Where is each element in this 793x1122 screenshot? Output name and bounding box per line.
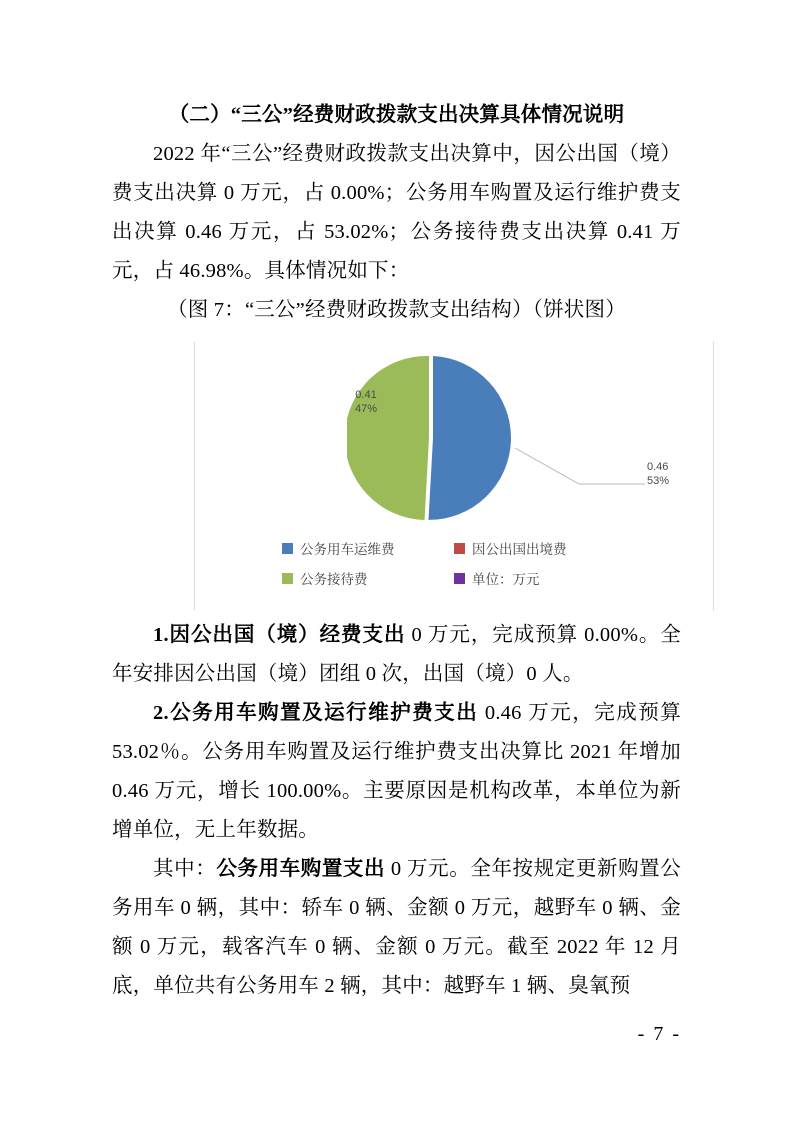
- legend-swatch-icon: [282, 543, 293, 554]
- pie-chart-svg: [347, 354, 515, 522]
- pie-label-inside-value: 0.41: [355, 389, 377, 401]
- pie-label-outside-value: 0.46: [647, 461, 669, 473]
- pie-label-outside-percent: 53%: [647, 475, 670, 487]
- pie-label-outside: [647, 460, 669, 488]
- legend-label: 单位：万元: [472, 572, 540, 587]
- legend-label: 因公出国出境费: [472, 542, 567, 557]
- paragraph-item-3: [112, 850, 681, 1006]
- legend-swatch-icon: [454, 543, 465, 554]
- item-1-body: 0 万元，完成预算 0.00%。全年安排因公出国（境）团组 0 次，出国（境）0 人。: [112, 624, 681, 685]
- item-3-prefix: 其中：: [153, 858, 217, 880]
- pie-label-inside: [355, 388, 377, 416]
- pie-chart-plot-area: [195, 342, 713, 532]
- paragraph-item-2: [112, 694, 681, 850]
- chart-legend: [195, 538, 713, 588]
- legend-label: 公务接待费: [300, 572, 368, 587]
- section-heading: （二）“三公”经费财政拨款支出决算具体情况说明: [168, 104, 625, 126]
- item-3-body: 0 万元。全年按规定更新购置公务用车 0 辆，其中：轿车 0 辆、金额 0 万元，越野车 0 辆、金额 0 万元，载客汽车 0 辆、金额 0 万元。截至 2022 年 12 月底，单位共有公务用车 2 辆，其中：越野车 1 辆、臭氧预: [112, 858, 681, 997]
- legend-item-abroad: [454, 538, 626, 558]
- pie-slice-hospitality: [347, 356, 429, 520]
- item-2-title: 2.公务用车购置及运行维护费支出: [153, 702, 479, 724]
- pie-slice-vehicle: [429, 356, 511, 520]
- legend-swatch-icon: [454, 573, 465, 584]
- item-3-title: 公务用车购置支出: [216, 858, 386, 880]
- legend-item-vehicle: [282, 538, 454, 558]
- legend-column-left: [282, 538, 454, 588]
- item-1-title: 1.因公出国（境）经费支出: [153, 624, 406, 646]
- pie-chart: [194, 342, 714, 610]
- legend-swatch-icon: [282, 573, 293, 584]
- item-2-body: 0.46 万元，完成预算 53.02％。公务用车购置及运行维护费支出决算比 2021 年增加 0.46 万元，增长 100.00%。主要原因是机构改革，本单位为新增单位，无上年数据。: [112, 702, 681, 841]
- legend-column-right: [454, 538, 626, 588]
- figure-caption: （图 7：“三公”经费财政拨款支出结构）（饼状图）: [167, 299, 626, 321]
- paragraph-item-1: [112, 616, 681, 694]
- leader-line: [513, 446, 647, 490]
- pie-label-inside-percent: 47%: [355, 403, 378, 415]
- page-number: - 7 -: [637, 1023, 681, 1045]
- legend-label: 公务用车运维费: [300, 542, 395, 557]
- legend-item-unit: [454, 568, 626, 588]
- legend-item-hospitality: [282, 568, 454, 588]
- paragraph-summary: 2022 年“三公”经费财政拨款支出决算中，因公出国（境）费支出决算 0 万元，占 0.00%；公务用车购置及运行维护费支出决算 0.46 万元，占 53.02%；公务接待费支出决算 0.41 万元，占 46.98%。具体情况如下：: [112, 143, 681, 282]
